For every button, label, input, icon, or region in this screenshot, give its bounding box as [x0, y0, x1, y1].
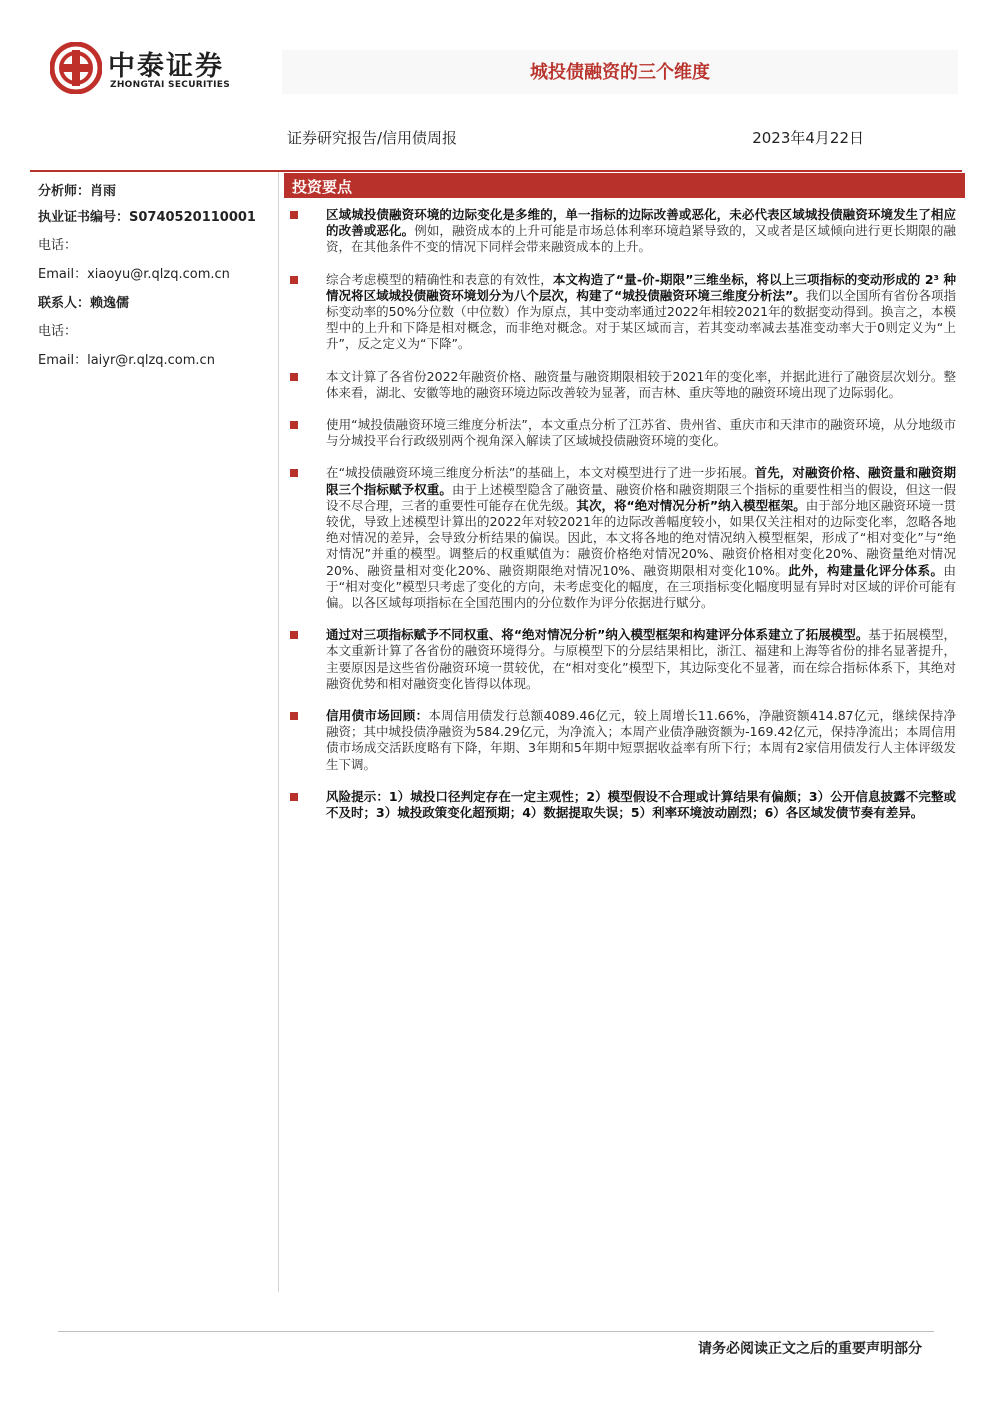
company-logo	[50, 42, 260, 96]
bullet-square-icon	[290, 469, 298, 477]
list-item: 综合考虑模型的精确性和表意的有效性，本文构造了“量-价-期限”三维坐标，将以上三项指标的变动形成的 2³ 种情况将区域城投债融资环境划分为八个层次，构建了“城投债融资环境三维度分析法”。我们以全国所有省份各项指标变动率的50%分位数（中位数）作为原点，其中变动率通过2022年相较2021年的数据变动得到。换言之，本模型中的上升和下降是相对概念，而非绝对概念。对于某区域而言，若其变动率减去基准变动率大于0则定义为“上升”，反之定义为“下降”。	[288, 272, 956, 353]
footer-disclaimer: 请务必阅读正文之后的重要声明部分	[698, 1341, 922, 1357]
key-points-list	[288, 207, 956, 837]
list-item: 在“城投债融资环境三维度分析法”的基础上，本文对模型进行了进一步拓展。首先，对融资价格、融资量和融资期限三个指标赋予权重。由于上述模型隐含了融资量、融资价格和融资期限三个指标的重要性相当的假设，但这一假设不尽合理，三者的重要性可能存在优先级。其次，将“绝对情况分析”纳入模型框架。由于部分地区融资环境一贯较优，导致上述模型计算出的2022年对较2021年的边际改善幅度较小，如果仅关注相对的边际变化率，忽略各地绝对情况的差异，会导致分析结果的偏误。因此，本文将各地的绝对情况纳入模型框架，形成了“相对变化”与“绝对情况”并重的模型。调整后的权重赋值为：融资价格绝对情况20%、融资价格相对变化20%、融资量绝对情况20%、融资量相对变化20%、融资期限绝对情况10%、融资期限相对变化10%。此外，构建量化评分体系。由于“相对变化”模型只考虑了变化的方向，未考虑变化的幅度，在三项指标变化幅度明显有异时对区域的评价可能有偏。以各区域每项指标在全国范围内的分位数作为评分依据进行赋分。	[288, 465, 956, 611]
sidebar-divider	[278, 172, 279, 1292]
brand-name-cn: 中泰证券	[108, 51, 224, 82]
section-title: 投资要点	[292, 178, 353, 196]
phone-row	[38, 234, 274, 253]
list-item: 使用“城投债融资环境三维度分析法”，本文重点分析了江苏省、贵州省、重庆市和天津市的融资环境，从分地级市与分城投平台行政级别两个视角深入解读了区域城投债融资环境的变化。	[288, 417, 956, 449]
email2-label: Email：	[38, 353, 88, 368]
list-item: 区域城投债融资环境的边际变化是多维的，单一指标的边际改善或恶化，未必代表区域城投债融资环境发生了相应的改善或恶化。例如，融资成本的上升可能是市场总体利率环境趋紧导致的，又或者是区域倾向进行更长期限的融资，在其他条件不变的情况下同样会带来融资成本的上升。	[288, 207, 956, 256]
email2-row	[38, 349, 274, 368]
document-title: 城投债融资的三个维度	[530, 62, 710, 83]
bullet-square-icon	[290, 373, 298, 381]
bullet-square-icon	[290, 712, 298, 720]
footer-divider	[58, 1331, 934, 1332]
bullet-square-icon	[290, 793, 298, 801]
analyst-row	[38, 180, 274, 199]
email-row	[38, 263, 274, 282]
analyst-label: 分析师：	[38, 184, 91, 199]
cert-label: 执业证书编号：	[38, 210, 130, 225]
contact-email[interactable]: laiyr@r.qlzq.com.cn	[87, 353, 215, 368]
report-date: 2023年4月22日	[752, 129, 864, 147]
contact-name: 赖逸儒	[90, 296, 130, 311]
brand-name-en: ZHONGTAI SECURITIES	[110, 80, 230, 90]
bullet-square-icon	[290, 211, 298, 219]
analyst-name: 肖雨	[90, 184, 117, 199]
list-item: 风险提示：1）城投口径判定存在一定主观性；2）模型假设不合理或计算结果有偏颇；3）公开信息披露不完整或不及时；3）城投政策变化超预期；4）数据提取失误；5）利率环境波动剧烈；6）各区域发债节奏有差异。	[288, 789, 956, 821]
email-label: Email：	[38, 267, 88, 282]
list-item: 信用债市场回顾：本周信用债发行总额4089.46亿元，较上周增长11.66%，净融资额414.87亿元，继续保持净融资；其中城投债净融资为584.29亿元，为净流入；本周产业债净融资额为-169.42亿元，保持净流出；本周信用债市场成交活跃度略有下降，年期、3年期和5年期中短票据收益率有所下行；本周有2家信用债发行人主体评级发生下调。	[288, 708, 956, 773]
zhongtai-logo-icon	[50, 42, 102, 94]
contact-row	[38, 292, 274, 311]
phone2-row	[38, 320, 274, 339]
cert-number: S0740520110001	[129, 210, 256, 225]
cert-row	[38, 206, 274, 225]
phone-label: 电话：	[38, 238, 78, 253]
bullet-square-icon	[290, 276, 298, 284]
list-item: 通过对三项指标赋予不同权重、将“绝对情况分析”纳入模型框架和构建评分体系建立了拓展模型。基于拓展模型，本文重新计算了各省份的融资环境得分。与原模型下的分层结果相比，浙江、福建和上海等省份的排名显著提升，主要原因是这些省份融资环境一贯较优，在“相对变化”模型下，其边际变化不显著，而在综合指标体系下，其绝对融资优势和相对融资变化皆得以体现。	[288, 627, 956, 692]
bullet-square-icon	[290, 631, 298, 639]
header-divider	[30, 170, 962, 172]
bullet-square-icon	[290, 421, 298, 429]
section-header-bar	[284, 173, 965, 198]
phone2-label: 电话：	[38, 324, 78, 339]
analyst-email[interactable]: xiaoyu@r.qlzq.com.cn	[87, 267, 230, 282]
contact-label: 联系人：	[38, 296, 91, 311]
report-type: 证券研究报告/信用债周报	[287, 129, 458, 147]
list-item: 本文计算了各省份2022年融资价格、融资量与融资期限相较于2021年的变化率，并据此进行了融资层次划分。整体来看，湖北、安徽等地的融资环境边际改善较为显著，而吉林、重庆等地的融资环境出现了边际弱化。	[288, 369, 956, 401]
